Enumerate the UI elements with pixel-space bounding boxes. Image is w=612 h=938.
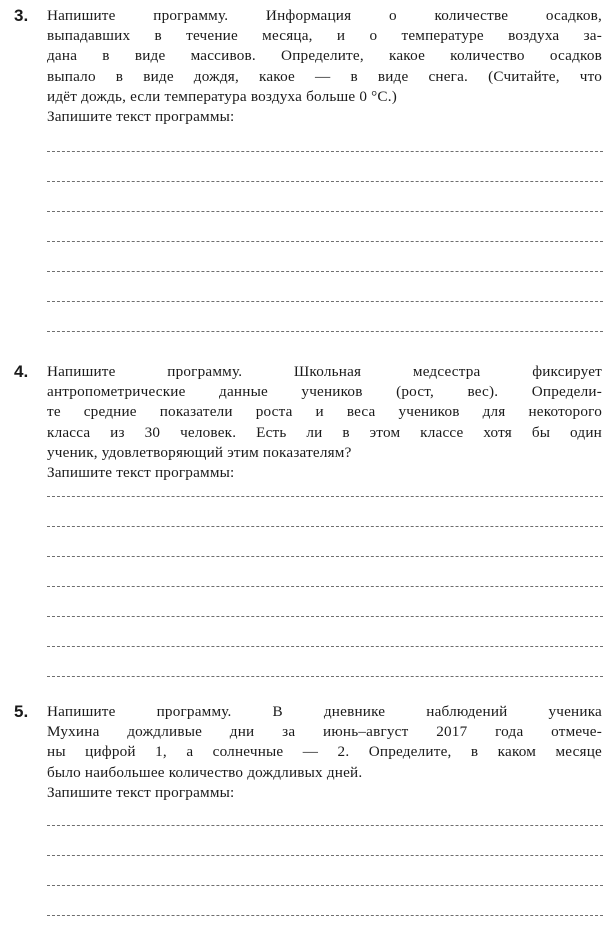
task-text-line: те средние показатели роста и веса учеников для некоторого [47, 403, 602, 421]
task-text [47, 702, 602, 783]
task-text-line: ученик, удовлетворяющий этим показателям? [47, 443, 352, 461]
answer-line[interactable] [47, 271, 603, 272]
task-text-line: антропометрические данные учеников (рост, вес). Определи- [47, 383, 602, 401]
answer-line[interactable] [47, 825, 603, 826]
answer-label: Запишите текст программы: [47, 784, 235, 801]
task-number: 5. [14, 702, 29, 721]
task-number: 4. [14, 362, 29, 381]
answer-line[interactable] [47, 211, 603, 212]
answer-label: Запишите текст программы: [47, 108, 235, 125]
answer-line[interactable] [47, 586, 603, 587]
answer-line[interactable] [47, 241, 603, 242]
answer-line[interactable] [47, 915, 603, 916]
task-text-line: было наибольшее количество дождливых дней. [47, 763, 363, 781]
task-text-line: выпало в виде дождя, какое — в виде снега. (Считайте, что [47, 67, 602, 85]
task-text-line: выпадавших в течение месяца, и о температуре воздуха за- [47, 27, 602, 45]
task-text-line: Мухина дождливые дни за июнь–август 2017 года отмече- [47, 723, 602, 741]
task-text-line: класса из 30 человек. Есть ли в этом классе хотя бы один [47, 423, 602, 441]
task-text-line: Напишите программу. Информация о количестве осадков, [47, 7, 602, 24]
answer-line[interactable] [47, 151, 603, 152]
answer-line[interactable] [47, 556, 603, 557]
task-text-line: Напишите программу. Школьная медсестра фиксирует [47, 363, 602, 380]
answer-line[interactable] [47, 496, 603, 497]
task-text [47, 6, 602, 107]
task-number: 3. [14, 6, 29, 25]
answer-line[interactable] [47, 855, 603, 856]
task-text-line: дана в виде массивов. Определите, какое количество осадков [47, 47, 602, 65]
answer-label: Запишите текст программы: [47, 464, 235, 481]
answer-line[interactable] [47, 181, 603, 182]
answer-line[interactable] [47, 331, 603, 332]
task-text-line: ны цифрой 1, а солнечные — 2. Определите, в каком месяце [47, 743, 602, 761]
answer-line[interactable] [47, 646, 603, 647]
answer-line[interactable] [47, 676, 603, 677]
task-text-line: идёт дождь, если температура воздуха больше 0 °С.) [47, 87, 397, 105]
answer-line[interactable] [47, 616, 603, 617]
answer-line[interactable] [47, 301, 603, 302]
task-text-line: Напишите программу. В дневнике наблюдений ученика [47, 703, 602, 720]
task-text [47, 362, 602, 463]
answer-line[interactable] [47, 526, 603, 527]
answer-line[interactable] [47, 885, 603, 886]
